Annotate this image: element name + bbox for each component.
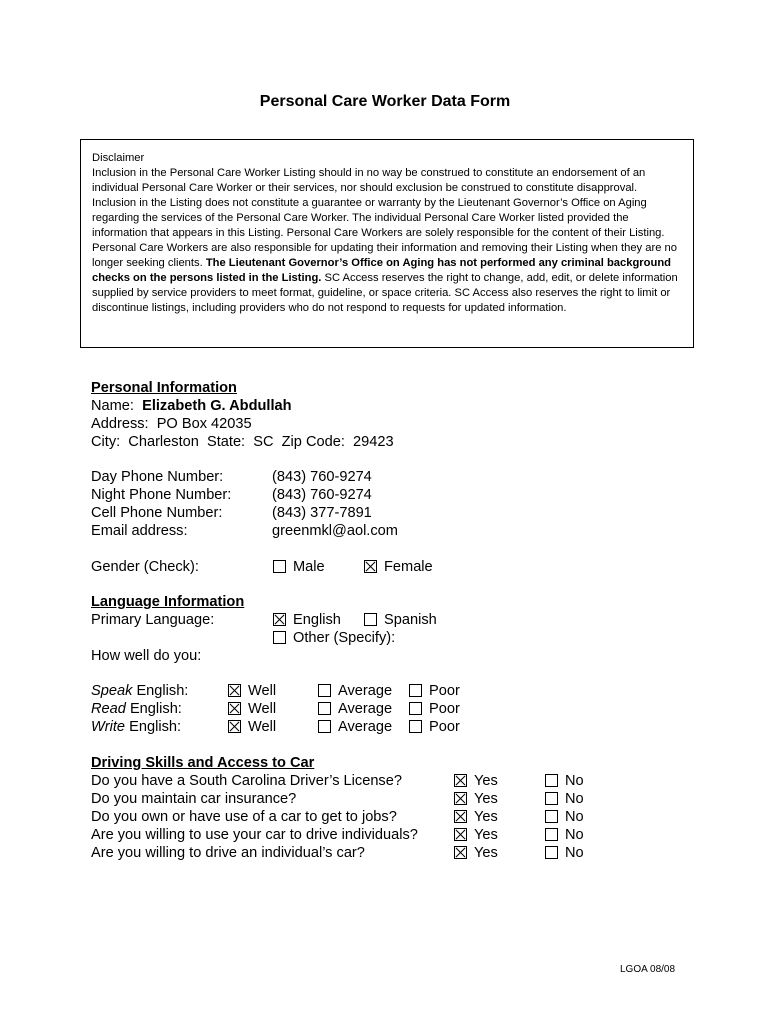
form-code: LGOA 08/08 [620, 964, 676, 975]
driving-no-checkbox[interactable] [545, 774, 558, 787]
write-average-checkbox[interactable] [318, 720, 331, 733]
disclaimer-heading: Disclaimer [92, 152, 145, 164]
driving-question: Do you own or have use of a car to get to jobs? [91, 809, 397, 825]
page-title: Personal Care Worker Data Form [259, 93, 511, 110]
how-well-label: How well do you: [91, 648, 202, 664]
male-checkbox[interactable] [273, 560, 286, 573]
driving-no-checkbox[interactable] [545, 846, 558, 859]
yes-label: Yes [474, 845, 498, 861]
skill-verb: Read [91, 701, 126, 717]
driving-question: Are you willing to use your car to drive individuals? [91, 827, 418, 843]
zip-value: 29423 [353, 434, 394, 450]
cell-phone-label: Cell Phone Number: [91, 505, 223, 521]
english-label: English [293, 612, 341, 628]
day-phone-value: (843) 760-9274 [272, 469, 372, 485]
female-label: Female [384, 559, 433, 575]
poor-label: Poor [429, 719, 460, 735]
male-label: Male [293, 559, 325, 575]
no-label: No [565, 827, 584, 843]
speak-average-checkbox[interactable] [318, 684, 331, 697]
driving-no-checkbox[interactable] [545, 792, 558, 805]
driving-question: Do you maintain car insurance? [91, 791, 297, 807]
other-language-checkbox[interactable] [273, 631, 286, 644]
driving-yes-checkbox[interactable] [454, 774, 467, 787]
write-well-checkbox[interactable] [228, 720, 241, 733]
skill-verb: Speak [91, 683, 133, 699]
driving-yes-checkbox[interactable] [454, 828, 467, 841]
disclaimer-bold-text: The Lieutenant Governor’s Office on Aging has not performed any criminal background checks on the persons listed in the Listing. [92, 257, 671, 284]
state-label: State: [206, 434, 246, 450]
night-phone-value: (843) 760-9274 [272, 487, 372, 503]
read-poor-checkbox[interactable] [409, 702, 422, 715]
driving-no-checkbox[interactable] [545, 828, 558, 841]
well-label: Well [248, 701, 277, 717]
address-value: PO Box 42035 [156, 416, 252, 432]
primary-language-label: Primary Language: [91, 612, 215, 628]
driving-yes-checkbox[interactable] [454, 792, 467, 805]
no-label: No [565, 791, 584, 807]
driving-no-checkbox[interactable] [545, 810, 558, 823]
no-label: No [565, 809, 584, 825]
average-label: Average [338, 701, 393, 717]
day-phone-label: Day Phone Number: [91, 469, 224, 485]
spanish-checkbox[interactable] [364, 613, 377, 626]
name-label: Name: [91, 398, 134, 414]
disclaimer-text-part2: SC Access reserves the right to change, add, edit, or delete information supplied by service providers to meet format, guideline, or space criteria. SC Access also reserves the right to limit or discontinue listings, including providers who do not respond to requests for updated information. [92, 272, 678, 314]
zip-label: Zip Code: [281, 434, 345, 450]
skill-rest: English: [125, 701, 182, 717]
other-language-label: Other (Specify): [293, 630, 396, 646]
skill-rest: English: [125, 719, 182, 735]
skill-verb: Write [91, 719, 126, 735]
well-label: Well [248, 683, 277, 699]
disclaimer-text-part1: Inclusion in the Personal Care Worker Listing should in no way be construed to constitute an endorsement of an individual Personal Care Worker or their services, nor should exclusion be construed to constitute disapproval. Inclusion in the Listing does not constitute a guarantee or warranty by the Lieutenant Governor’s Office on Aging regarding the services of the Personal Care Worker. The individual Personal Care Worker listed provided the information that appears in this Listing. Personal Care Workers are solely responsible for the content of their Listing. Personal Care Workers are also responsible for updating their information and removing their Listing when they are no longer seeking clients. [92, 167, 677, 269]
personal-info-header: Personal Information [91, 380, 237, 396]
no-label: No [565, 845, 584, 861]
skill-label-read [91, 700, 182, 718]
disclaimer-box [80, 139, 694, 348]
driving-question: Do you have a South Carolina Driver’s License? [91, 773, 402, 789]
yes-label: Yes [474, 791, 498, 807]
speak-poor-checkbox[interactable] [409, 684, 422, 697]
spanish-label: Spanish [384, 612, 437, 628]
address-row [91, 415, 252, 433]
poor-label: Poor [429, 683, 460, 699]
cell-phone-value: (843) 377-7891 [272, 505, 372, 521]
write-poor-checkbox[interactable] [409, 720, 422, 733]
name-row [91, 397, 292, 415]
english-checkbox[interactable] [273, 613, 286, 626]
skill-label-write [91, 718, 181, 736]
skill-label-speak [91, 682, 188, 700]
skill-rest: English: [132, 683, 189, 699]
city-label: City: [91, 434, 121, 450]
address-label: Address: [91, 416, 149, 432]
average-label: Average [338, 683, 393, 699]
read-average-checkbox[interactable] [318, 702, 331, 715]
yes-label: Yes [474, 809, 498, 825]
driving-question: Are you willing to drive an individual’s car? [91, 845, 365, 861]
city-value: Charleston [128, 434, 199, 450]
gender-label: Gender (Check): [91, 559, 199, 575]
female-checkbox[interactable] [364, 560, 377, 573]
yes-label: Yes [474, 773, 498, 789]
driving-header: Driving Skills and Access to Car [91, 755, 315, 771]
city-row [91, 433, 394, 451]
driving-yes-checkbox[interactable] [454, 846, 467, 859]
yes-label: Yes [474, 827, 498, 843]
email-value: greenmkl@aol.com [272, 523, 398, 539]
name-value: Elizabeth G. Abdullah [142, 398, 292, 414]
driving-yes-checkbox[interactable] [454, 810, 467, 823]
speak-well-checkbox[interactable] [228, 684, 241, 697]
read-well-checkbox[interactable] [228, 702, 241, 715]
poor-label: Poor [429, 701, 460, 717]
disclaimer-text [92, 166, 682, 316]
language-info-header: Language Information [91, 594, 245, 610]
average-label: Average [338, 719, 393, 735]
email-label: Email address: [91, 523, 188, 539]
no-label: No [565, 773, 584, 789]
well-label: Well [248, 719, 277, 735]
state-value: SC [253, 434, 274, 450]
night-phone-label: Night Phone Number: [91, 487, 232, 503]
